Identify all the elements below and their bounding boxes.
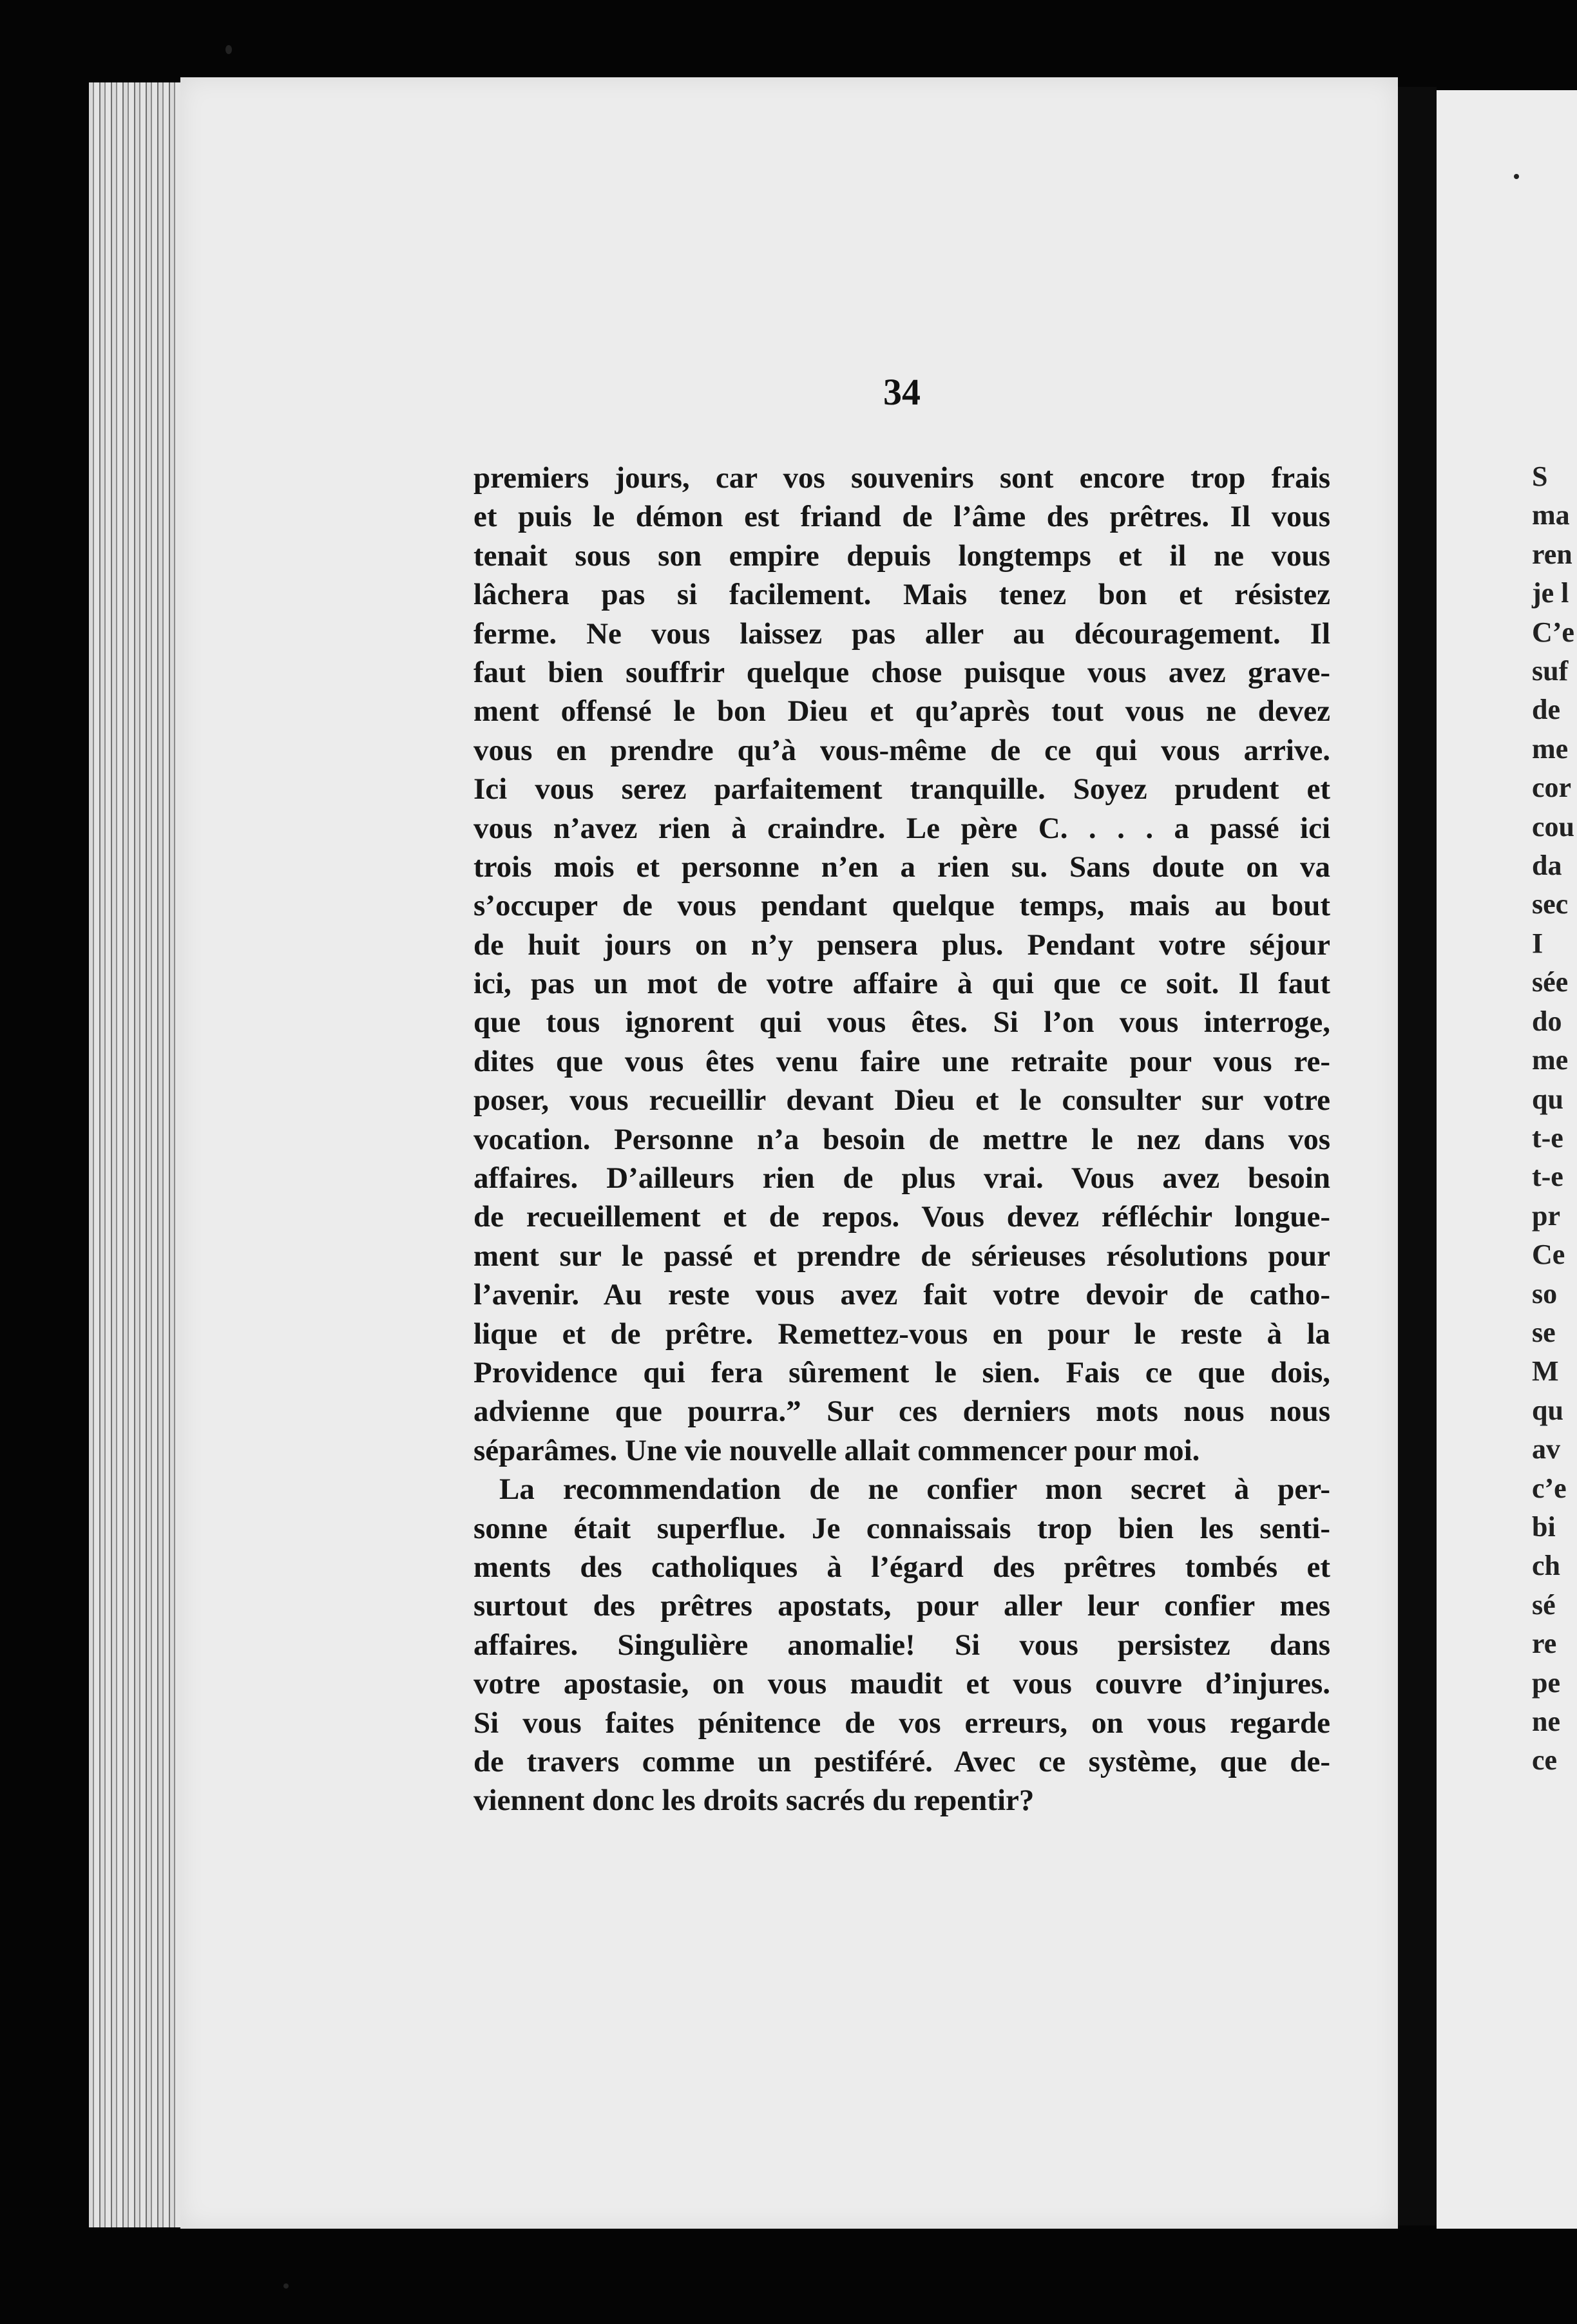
facing-page-fragment: M	[1532, 1355, 1559, 1387]
facing-page-fragment: bi	[1532, 1510, 1556, 1543]
text-line: affaires. D’ailleurs rien de plus vrai. Vous avez besoin	[473, 1161, 1330, 1195]
facing-page-text	[1532, 457, 1577, 1780]
text-line: séparâmes. Une vie nouvelle allait commencer pour moi.	[473, 1433, 1200, 1467]
text-line: Ici vous serez parfaitement tranquille. Soyez prudent et	[473, 772, 1330, 806]
facing-page-fragment: sé	[1532, 1588, 1556, 1621]
facing-page-fragment: me	[1532, 1044, 1569, 1076]
facing-page-fragment: pr	[1532, 1199, 1560, 1232]
facing-page-fragment: sée	[1532, 966, 1569, 998]
text-line: ments des catholiques à l’égard des prêtres tombés et	[473, 1550, 1330, 1584]
text-line: viennent donc les droits sacrés du repentir?	[473, 1784, 1035, 1818]
facing-page-fragment: cou	[1532, 810, 1574, 843]
text-line: Si vous faites pénitence de vos erreurs, on vous regarde	[473, 1706, 1330, 1740]
scan-speck	[225, 45, 232, 54]
text-line: affaires. Singulière anomalie! Si vous persistez dans	[473, 1628, 1330, 1662]
facing-page-fragment: ma	[1532, 499, 1570, 531]
facing-page-fragment: ne	[1532, 1706, 1560, 1737]
text-line: tenait sous son empire depuis longtemps et il ne vous	[473, 538, 1330, 573]
body-text	[473, 459, 1330, 1820]
text-line: de huit jours on n’y pensera plus. Pendant votre séjour	[473, 928, 1330, 962]
text-line: trois mois et personne n’en a rien su. Sans doute on va	[473, 850, 1330, 884]
text-line: ici, pas un mot de votre affaire à qui que ce soit. Il faut	[473, 967, 1330, 1001]
facing-page-fragment: re	[1532, 1628, 1557, 1660]
text-line: de travers comme un pestiféré. Avec ce système, que de-	[473, 1744, 1330, 1778]
text-line: lâchera pas si facilement. Mais tenez bon et résistez	[473, 578, 1330, 612]
facing-page-fragment: de	[1532, 694, 1560, 726]
text-line: Providence qui fera sûrement le sien. Fais ce que dois,	[473, 1355, 1330, 1389]
text-line: sonne était superflue. Je connaissais trop bien les senti-	[473, 1511, 1330, 1545]
page-number: 34	[883, 371, 921, 413]
facing-page-fragment: S	[1532, 461, 1548, 492]
facing-page-fragment: I	[1532, 927, 1544, 959]
text-line: La recommendation de ne confier mon secret à per-	[499, 1472, 1330, 1507]
text-line: ment offensé le bon Dieu et qu’après tout vous ne devez	[473, 694, 1330, 729]
text-line: poser, vous recueillir devant Dieu et le consulter sur votre	[473, 1083, 1330, 1118]
text-line: lique et de prêtre. Remettez-vous en pour le reste à la	[473, 1317, 1330, 1351]
facing-page-fragment: qu	[1532, 1394, 1563, 1426]
text-line: ment sur le passé et prendre de sérieuses résolutions pour	[473, 1239, 1330, 1273]
text-line: ferme. Ne vous laissez pas aller au découragement. Il	[473, 616, 1330, 651]
facing-page-fragment: ren	[1532, 538, 1572, 570]
text-line: s’occuper de vous pendant quelque temps, mais au bout	[473, 889, 1330, 923]
facing-page-fragment: C’e	[1532, 616, 1574, 648]
scan-speck	[1514, 174, 1519, 179]
text-line: vocation. Personne n’a besoin de mettre le nez dans vos	[473, 1122, 1330, 1156]
facing-page-fragment: suf	[1532, 655, 1569, 687]
facing-page-fragment: sec	[1532, 888, 1569, 920]
facing-page-fragment: se	[1532, 1316, 1556, 1348]
text-line: premiers jours, car vos souvenirs sont encore trop frais	[473, 461, 1330, 495]
facing-page-fragment: qu	[1532, 1083, 1563, 1115]
facing-page-fragment: pe	[1532, 1666, 1560, 1699]
text-line: l’avenir. Au reste vous avez fait votre devoir de catho-	[473, 1278, 1330, 1312]
facing-page-fragment: t-e	[1532, 1161, 1563, 1193]
text-line: surtout des prêtres apostats, pour aller leur confier mes	[473, 1589, 1330, 1623]
text-line: et puis le démon est friand de l’âme des prêtres. Il vous	[473, 500, 1330, 534]
text-line: vous en prendre qu’à vous-même de ce qui vous arrive.	[473, 733, 1330, 767]
text-line: de recueillement et de repos. Vous devez réfléchir longue-	[473, 1200, 1330, 1234]
facing-page-fragment: Ce	[1532, 1239, 1565, 1271]
facing-page-fragment: je l	[1532, 577, 1569, 609]
text-line: que tous ignorent qui vous êtes. Si l’on vous interroge,	[473, 1005, 1330, 1040]
facing-page-fragment: t-e	[1532, 1121, 1563, 1154]
text-line: advienne que pourra.” Sur ces derniers mots nous nous	[473, 1395, 1330, 1429]
facing-page-fragment: so	[1532, 1277, 1558, 1310]
text-line: vous n’avez rien à craindre. Le père C. . . . a passé ici	[473, 811, 1330, 845]
facing-page-fragment: c’e	[1532, 1472, 1567, 1504]
facing-page-fragment: ch	[1532, 1550, 1560, 1582]
facing-page-fragment: do	[1532, 1005, 1562, 1037]
scan-speck	[283, 2283, 289, 2289]
facing-page-fragment: me	[1532, 732, 1569, 765]
facing-page-fragment: av	[1532, 1433, 1560, 1465]
text-line: dites que vous êtes venu faire une retraite pour vous re-	[473, 1044, 1330, 1078]
text-line: votre apostasie, on vous maudit et vous couvre d’injures.	[473, 1667, 1330, 1701]
facing-page-fragment: cor	[1532, 772, 1572, 804]
facing-page-fragment: ce	[1532, 1744, 1558, 1776]
facing-page-fragment: da	[1532, 850, 1562, 882]
text-line: faut bien souffrir quelque chose puisque vous avez grave-	[473, 655, 1330, 689]
